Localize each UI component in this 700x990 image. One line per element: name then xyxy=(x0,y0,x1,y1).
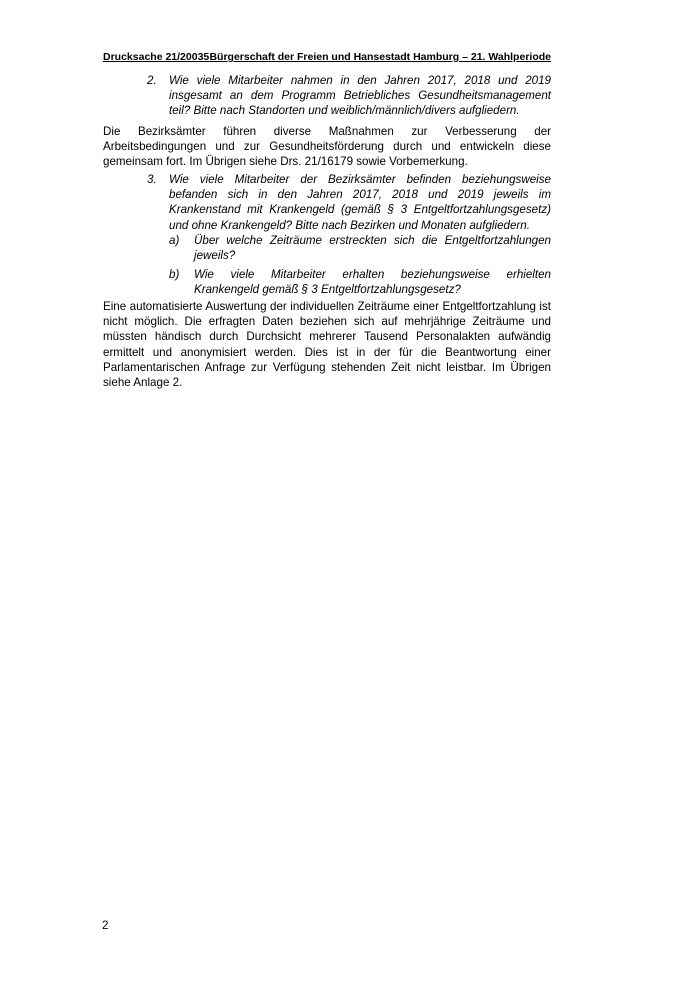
question-3-text: Wie viele Mitarbeiter der Bezirksämter befinden beziehungsweise befanden sich in den Jahren 2017, 2018 und 2019 jeweils im Krankenstand mit Krankengeld (gemäß § 3 Entgeltfortzahlungsgesetz) und ohne Krankengeld? Bitte nach Bezirken und Monaten aufgliedern. xyxy=(169,173,551,232)
question-3a-text: Über welche Zeiträume erstreckten sich die Entgeltfortzahlungen jeweils? xyxy=(194,234,551,263)
answer-2-text: Die Bezirksämter führen diverse Maßnahmen zur Verbesserung der Arbeitsbedingungen und zur Gesundheitsförderung durch und entwickeln diese gemeinsam fort. Im Übrigen siehe Drs. 21/16179 sowie Vorbemerkung. xyxy=(103,125,551,169)
question-3a-label: a) xyxy=(169,234,180,247)
question-3b-text: Wie viele Mitarbeiter erhalten beziehungsweise erhielten Krankengeld gemäß § 3 Entgeltfortzahlungsgesetz? xyxy=(194,268,551,297)
answer-3-text: Eine automatisierte Auswertung der individuellen Zeiträume einer Entgeltfortzahlung ist nicht möglich. Die erfragten Daten beziehen sich auf mehrjährige Zeiträume und müssten händisch durch Durchsicht mehrerer Tausend Personalakten aufwändig ermittelt und anonymisiert werden. Dies ist in der für die Beantwortung einer Parlamentarischen Anfrage zur Verfügung stehenden Zeit nicht leistbar. Im Übrigen siehe Anlage 2. xyxy=(103,300,551,390)
question-2-text: Wie viele Mitarbeiter nahmen in den Jahren 2017, 2018 und 2019 insgesamt an dem Programm Betriebliches Gesundheitsmanagement teil? Bitte nach Standorten und weiblich/männlich/divers aufgliedern. xyxy=(169,74,551,118)
question-3b-label: b) xyxy=(169,268,180,281)
question-2-number: 2. xyxy=(147,74,157,87)
page-header xyxy=(103,51,551,64)
page-number: 2 xyxy=(102,919,109,932)
parliament-title: Bürgerschaft der Freien und Hansestadt Hamburg – 21. Wahlperiode xyxy=(209,51,551,63)
question-3-number: 3. xyxy=(147,173,157,186)
document-number: Drucksache 21/20035 xyxy=(103,51,210,63)
